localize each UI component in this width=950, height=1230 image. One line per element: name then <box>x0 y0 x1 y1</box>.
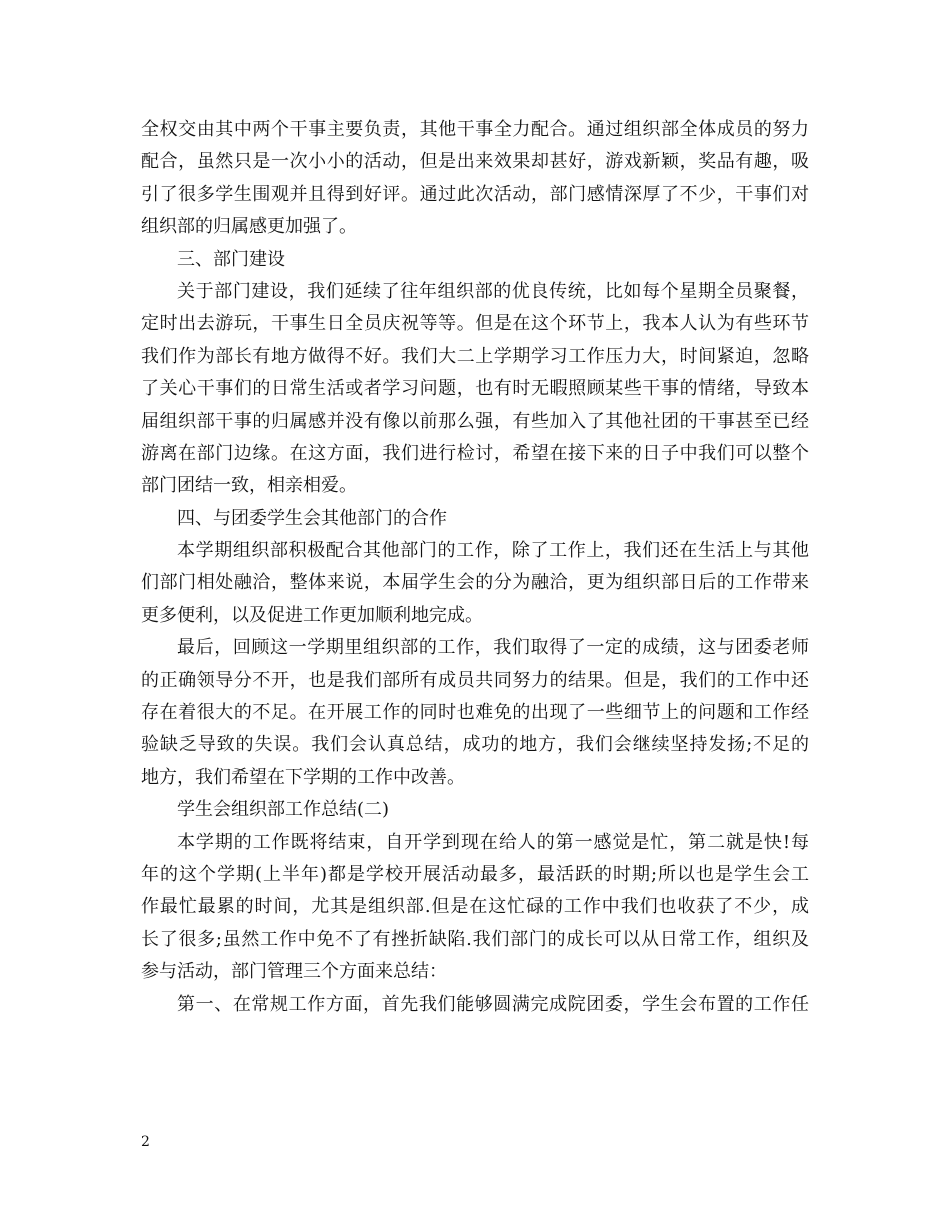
text-line: 存在着很大的不足。在开展工作的同时也难免的出现了一些细节上的问题和工作经 <box>141 702 809 724</box>
text-line: 本学期的工作既将结束，自开学到现在给人的第一感觉是忙，第二就是快!每 <box>177 831 809 853</box>
text-line: 作最忙最累的时间，尤其是组织部.但是在这忙碌的工作中我们也收获了不少，成 <box>141 896 809 918</box>
text-line: 引了很多学生围观并且得到好评。通过此次活动，部门感情深厚了不少，干事们对 <box>141 183 809 205</box>
text-line: 组织部的归属感更加强了。 <box>141 216 357 238</box>
paragraph <box>141 535 809 632</box>
text-line: 三、部门建设 <box>177 248 285 270</box>
text-line: 游离在部门边缘。在这方面，我们进行检讨，希望在接下来的日子中我们可以整个 <box>141 442 809 464</box>
text-line: 关于部门建设，我们延续了往年组织部的优良传统，比如每个星期全员聚餐， <box>177 280 809 302</box>
text-line: 届组织部干事的归属感并没有像以前那么强，有些加入了其他社团的干事甚至已经 <box>141 410 809 432</box>
paragraph <box>141 632 809 794</box>
section-heading <box>141 244 809 276</box>
text-line: 本学期组织部积极配合其他部门的工作，除了工作上，我们还在生活上与其他 <box>177 540 809 562</box>
text-line: 四、与团委学生会其他部门的合作 <box>177 507 447 529</box>
text-line: 参与活动，部门管理三个方面来总结： <box>141 961 447 983</box>
paragraph <box>141 276 809 503</box>
text-line: 配合，虽然只是一次小小的活动，但是出来效果却甚好，游戏新颖，奖品有趣，吸 <box>141 151 809 173</box>
text-line: 全权交由其中两个干事主要负责，其他干事全力配合。通过组织部全体成员的努力 <box>141 119 809 140</box>
page-number: 2 <box>141 1134 150 1150</box>
text-line: 了关心干事们的日常生活或者学习问题，也有时无暇照顾某些干事的情绪，导致本 <box>141 378 809 400</box>
text-line: 最后，回顾这一学期里组织部的工作，我们取得了一定的成绩，这与团委老师 <box>177 637 809 659</box>
text-line: 的正确领导分不开，也是我们部所有成员共同努力的结果。但是，我们的工作中还 <box>141 669 809 691</box>
text-line: 第一、在常规工作方面，首先我们能够圆满完成院团委，学生会布置的工作任 <box>177 993 809 1015</box>
text-line: 学生会组织部工作总结(二) <box>177 799 390 821</box>
text-line: 验缺乏导致的失误。我们会认真总结，成功的地方，我们会继续坚持发扬;不足的 <box>141 734 809 756</box>
document-body <box>141 114 809 1021</box>
section-heading <box>141 794 809 826</box>
text-line: 年的这个学期(上半年)都是学校开展活动最多，最活跃的时期;所以也是学生会工 <box>141 863 809 885</box>
text-line: 更多便利，以及促进工作更加顺利地完成。 <box>141 604 483 626</box>
text-line: 部门团结一致，相亲相爱。 <box>141 475 357 497</box>
paragraph <box>141 989 809 1021</box>
text-line: 地方，我们希望在下学期的工作中改善。 <box>141 766 465 788</box>
paragraph <box>141 114 809 244</box>
paragraph <box>141 827 809 989</box>
section-heading <box>141 503 809 535</box>
text-line: 们部门相处融洽，整体来说，本届学生会的分为融洽，更为组织部日后的工作带来 <box>141 572 809 594</box>
text-line: 我们作为部长有地方做得不好。我们大二上学期学习工作压力大，时间紧迫，忽略 <box>141 345 809 367</box>
text-line: 长了很多;虽然工作中免不了有挫折缺陷.我们部门的成长可以从日常工作，组织及 <box>141 928 809 950</box>
text-line: 定时出去游玩，干事生日全员庆祝等等。但是在这个环节上，我本人认为有些环节 <box>141 313 809 335</box>
